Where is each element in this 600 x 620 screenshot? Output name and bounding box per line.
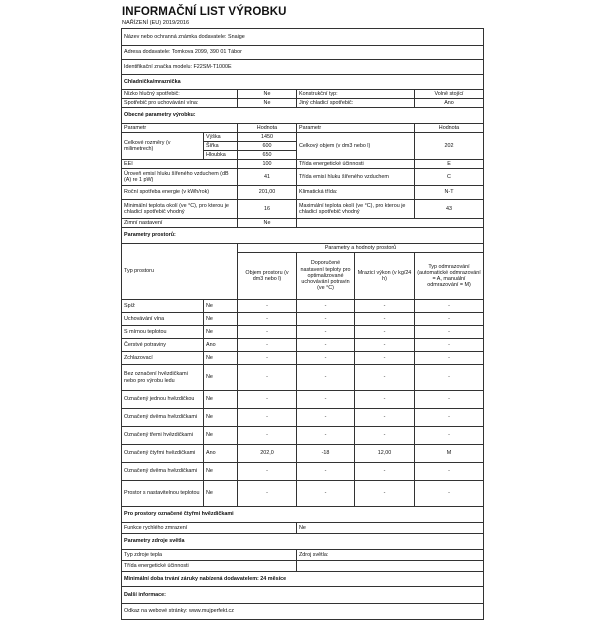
compartment-row (122, 313, 484, 326)
fridge-section-heading: Chladnička/mraznička (122, 75, 484, 90)
compartment-temp: - (297, 352, 355, 365)
compartment-group-header: Parametry a hodnoty prostorů (238, 244, 484, 253)
param-label: Klimatická třída: (297, 186, 415, 200)
compartment-present: Ne (204, 300, 238, 313)
compartment-present: Ne (204, 391, 238, 409)
fridge-row (122, 90, 484, 99)
param-label: Nízko hlučný spotřebič: (122, 90, 238, 99)
compartment-name: Označený dvěma hvězdičkami (122, 463, 204, 481)
compartment-name: Bez označení hvězdičkami nebo pro výrobu ledu (122, 365, 204, 391)
width-label: Šířka (204, 142, 238, 151)
compartment-temp: - (297, 326, 355, 339)
compartment-present: Ne (204, 313, 238, 326)
height-value: 1450 (238, 133, 297, 142)
compartments-heading: Parametry prostorů: (122, 228, 484, 244)
col-header-value: Hodnota (238, 124, 297, 133)
compartment-defrost: - (415, 481, 484, 507)
supplier-address-row: Adresa dodavatele: Tomkova 2099, 390 01 Tábor (122, 46, 484, 60)
compartment-volume: - (238, 300, 297, 313)
light-source-label: Zdroj světla: (297, 550, 484, 561)
document-title: INFORMAČNÍ LIST VÝROBKU (122, 6, 287, 18)
col-header-value: Hodnota (415, 124, 484, 133)
compartment-defrost: - (415, 463, 484, 481)
compartment-freeze: - (355, 481, 415, 507)
supplier-name-row: Název nebo ochranná známka dodavatele: Snaige (122, 29, 484, 46)
compartment-name: Spíž (122, 300, 204, 313)
compartment-name: Prostor s nastavitelnou teplotou (122, 481, 204, 507)
compartment-freeze: - (355, 326, 415, 339)
param-label: Roční spotřeba energie (v kWh/rok) (122, 186, 238, 200)
general-row (122, 169, 484, 186)
compartment-temp: - (297, 481, 355, 507)
compartment-freeze: - (355, 463, 415, 481)
light-type-label: Typ zdroje tepla (122, 550, 297, 561)
compartment-freeze: - (355, 391, 415, 409)
fridge-row (122, 99, 484, 108)
four-star-section-heading: Pro prostory označené čtyřmi hvězdičkami (122, 507, 484, 523)
compartment-defrost: - (415, 339, 484, 352)
total-volume-value: 202 (415, 133, 484, 160)
general-header-row (122, 124, 484, 133)
param-value: Ano (415, 99, 484, 108)
compartment-present: Ano (204, 339, 238, 352)
freezing-capacity-col-header: Mrazicí výkon (v kg/24 h) (355, 253, 415, 300)
compartment-temp: - (297, 391, 355, 409)
param-label: Třída emisí hluku šířeného vzduchem (297, 169, 415, 186)
compartment-volume: - (238, 326, 297, 339)
compartment-volume: - (238, 463, 297, 481)
light-class-row (122, 561, 484, 572)
height-label: Výška (204, 133, 238, 142)
depth-label: Hloubka (204, 151, 238, 160)
param-value: N-T (415, 186, 484, 200)
compartment-row (122, 352, 484, 365)
compartment-name: S mírnou teplotou (122, 326, 204, 339)
compartment-row (122, 463, 484, 481)
compartment-defrost: - (415, 409, 484, 427)
compartment-present: Ne (204, 365, 238, 391)
product-info-table (121, 28, 484, 620)
depth-value: 650 (238, 151, 297, 160)
compartment-defrost: - (415, 365, 484, 391)
total-volume-label: Celkový objem (v dm3 nebo l) (297, 133, 415, 160)
compartment-freeze: - (355, 300, 415, 313)
dimensions-label: Celkové rozměry (v milimetrech) (122, 133, 204, 160)
compartment-name: Označený dvěma hvězdičkami (122, 409, 204, 427)
compartment-defrost: - (415, 391, 484, 409)
param-value: Ne (238, 99, 297, 108)
compartment-present: Ne (204, 481, 238, 507)
winter-setting-row (122, 219, 484, 228)
compartment-name: Uchovávání vína (122, 313, 204, 326)
general-row (122, 186, 484, 200)
param-label: EEI (122, 160, 238, 169)
compartment-name: Zchlazovací (122, 352, 204, 365)
compartment-row (122, 365, 484, 391)
compartment-volume: - (238, 352, 297, 365)
fast-freeze-row (122, 523, 484, 534)
compartment-defrost: - (415, 352, 484, 365)
compartment-volume: - (238, 365, 297, 391)
warranty-row: Minimální doba trvání záruky nabízená dodavatelem: 24 měsíce (122, 572, 484, 587)
compartment-row (122, 445, 484, 463)
compartment-defrost: M (415, 445, 484, 463)
compartment-freeze: - (355, 339, 415, 352)
website-link[interactable]: Odkaz na webové stránky: www.mujperfekt.cz (122, 604, 484, 620)
general-row (122, 160, 484, 169)
compartment-freeze: - (355, 427, 415, 445)
compartment-row (122, 409, 484, 427)
compartment-volume: - (238, 481, 297, 507)
compartment-volume: - (238, 409, 297, 427)
compartment-volume: - (238, 339, 297, 352)
compartment-type-header: Typ prostoru (122, 244, 238, 300)
compartment-temp: - (297, 365, 355, 391)
defrost-type-col-header: Typ odmrazování (automatické odmrazování = A, manuální odmrazování = M) (415, 253, 484, 300)
col-header-param: Parametr (122, 124, 238, 133)
compartment-present: Ne (204, 463, 238, 481)
compartment-name: Čerstvé potraviny (122, 339, 204, 352)
compartment-temp: - (297, 463, 355, 481)
light-source-heading: Parametry zdroje světla (122, 534, 484, 550)
temperature-col-header: Doporučené nastavení teploty pro optimalizované uchovávání potravin (ve °C) (297, 253, 355, 300)
param-value: C (415, 169, 484, 186)
param-label: Spotřebič pro uchovávání vína: (122, 99, 238, 108)
width-value: 600 (238, 142, 297, 151)
param-value: Volně stojící (415, 90, 484, 99)
param-label: Jiný chladicí spotřebič: (297, 99, 415, 108)
compartment-row (122, 481, 484, 507)
winter-setting-value: Ne (238, 219, 297, 228)
compartment-present: Ano (204, 445, 238, 463)
compartment-row (122, 339, 484, 352)
compartment-freeze: - (355, 352, 415, 365)
compartment-present: Ne (204, 409, 238, 427)
model-identifier-row: Identifikační značka modelu: F22SM-T1000E (122, 60, 484, 75)
compartment-defrost: - (415, 313, 484, 326)
compartment-name: Označený třemi hvězdičkami (122, 427, 204, 445)
general-row (122, 200, 484, 219)
compartment-volume: - (238, 427, 297, 445)
param-value: 41 (238, 169, 297, 186)
compartment-row (122, 427, 484, 445)
param-value: 16 (238, 200, 297, 219)
compartment-name: Označený čtyřmi hvězdičkami (122, 445, 204, 463)
compartment-temp: - (297, 339, 355, 352)
compartment-temp: - (297, 313, 355, 326)
param-label: Konstrukční typ: (297, 90, 415, 99)
compartment-volume: - (238, 391, 297, 409)
compartment-defrost: - (415, 300, 484, 313)
regulation-reference: NAŘÍZENÍ (EU) 2019/2016 (122, 20, 190, 26)
compartment-temp: - (297, 409, 355, 427)
light-class-label: Třída energetické účinnosti (122, 561, 297, 572)
param-label: Maximální teplota okolí (ve °C), pro kterou je chladicí spotřebič vhodný (297, 200, 415, 219)
compartment-row (122, 391, 484, 409)
fast-freeze-value: Ne (297, 523, 484, 534)
compartment-freeze: - (355, 313, 415, 326)
compartment-defrost: - (415, 326, 484, 339)
compartment-present: Ne (204, 352, 238, 365)
param-label: Úroveň emisí hluku šířeného vzduchem (dB (A) re 1 pW) (122, 169, 238, 186)
compartment-present: Ne (204, 326, 238, 339)
compartment-temp: -18 (297, 445, 355, 463)
param-value: E (415, 160, 484, 169)
param-label: Třída energetické účinnosti (297, 160, 415, 169)
compartment-freeze: - (355, 409, 415, 427)
light-source-row (122, 550, 484, 561)
param-value: Ne (238, 90, 297, 99)
volume-col-header: Objem prostoru (v dm3 nebo l) (238, 253, 297, 300)
param-value: 100 (238, 160, 297, 169)
general-section-heading: Obecné parametry výrobku: (122, 108, 484, 124)
compartment-present: Ne (204, 427, 238, 445)
compartment-volume: - (238, 313, 297, 326)
param-value: 201,00 (238, 186, 297, 200)
param-label: Minimální teplota okolí (ve °C), pro kterou je chladicí spotřebič vhodný (122, 200, 238, 219)
fast-freeze-label: Funkce rychlého zmrazení (122, 523, 297, 534)
compartment-row (122, 300, 484, 313)
compartment-temp: - (297, 300, 355, 313)
compartment-freeze: 12,00 (355, 445, 415, 463)
compartment-freeze: - (355, 365, 415, 391)
col-header-param: Parametr (297, 124, 415, 133)
compartment-defrost: - (415, 427, 484, 445)
compartment-volume: 202,0 (238, 445, 297, 463)
compartment-row (122, 326, 484, 339)
compartment-temp: - (297, 427, 355, 445)
more-info-heading: Další informace: (122, 587, 484, 604)
winter-setting-label: Zimní nastavení (122, 219, 238, 228)
compartment-name: Označený jednou hvězdičkou (122, 391, 204, 409)
param-value: 43 (415, 200, 484, 219)
